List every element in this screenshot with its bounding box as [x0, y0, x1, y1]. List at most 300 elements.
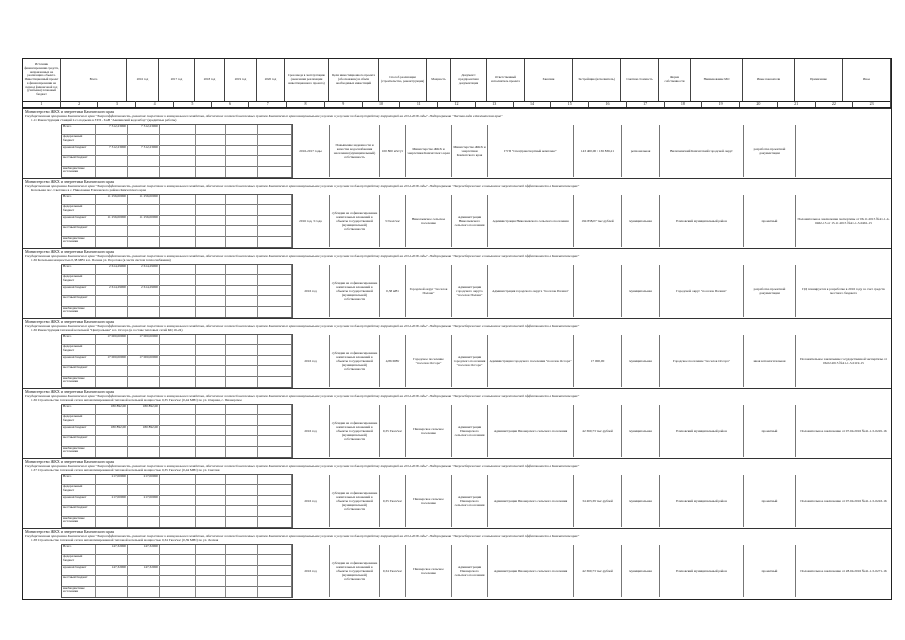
financing-row — [62, 307, 292, 317]
object-name: 1.36 Строительство тепловой сети в автоматизированной тепловой котельной мощностью 0,35 Гкал/час (0,44 МВт) по ул. Озерная, с. Пионерское — [31, 398, 242, 402]
financing-empty-cell — [226, 576, 258, 586]
financing-amount: 17 000,00000 — [128, 356, 160, 366]
financing-source-label: федеральный бюджет — [62, 275, 96, 285]
financing-row — [62, 146, 292, 156]
project-responsible: Администрация Пионерского сельского поселения — [451, 545, 487, 597]
financing-empty-cell — [258, 555, 292, 565]
financing-empty-cell — [196, 447, 226, 457]
financing-amount: 7 312,23000 — [128, 125, 160, 135]
financing-empty-cell — [196, 146, 226, 156]
project-goal: Повышение надежности и качества водоснабжения населения (муниципальный) собственность — [329, 125, 379, 177]
column-number: 8 — [287, 101, 325, 107]
project-customer: Администрация городского поселения "поселок Оссора" — [487, 335, 573, 387]
financing-source-label: внебюджетные источники — [62, 307, 96, 317]
financing-empty-cell — [226, 517, 258, 527]
financing-amount — [96, 307, 128, 317]
financing-amount — [96, 555, 128, 565]
header-cell: 2020 год — [257, 59, 285, 101]
financing-empty-cell — [196, 517, 226, 527]
program-name: Государственная программа Камчатского края "Энергоэффективность, развитие энергетики и коммунального хозяйства, обеспечение жителей населенных пунктов Камчатского края коммунальными услугами и услугами по благоустройству территорий на 2014-2018 годы". Подпрограмма "Энергосбережение и повышение энергетической эффективности в Камчатском крае" — [25, 394, 580, 398]
financing-empty-cell — [258, 265, 292, 275]
financing-grid — [61, 404, 293, 458]
financing-source-label: местный бюджет — [62, 366, 96, 376]
financing-amount: 11 256,00000 — [96, 216, 128, 226]
financing-source-label: внебюджетные источники — [62, 377, 96, 387]
section-title: Министерство ЖКХ и энергетики Камчатского края — [25, 459, 114, 464]
project-goal: субсидия на софинансирование капитальных вложений в объекты государственной (муниципальной) собственности — [329, 195, 379, 247]
financing-empty-cell — [226, 545, 258, 555]
financing-row — [62, 356, 292, 366]
financing-amount: 2 614,29000 — [128, 265, 160, 275]
project-note: ПД планируется к разработке в 2016 году за счет средств местного бюджета — [795, 265, 891, 317]
financing-empty-cell — [226, 265, 258, 275]
financing-source-label: федеральный бюджет — [62, 415, 96, 425]
financing-empty-cell — [160, 436, 196, 446]
financing-amount: 2 614,29000 — [96, 286, 128, 296]
municipality: Елизовский муниципальный район — [659, 195, 743, 247]
financing-amount — [96, 576, 128, 586]
financing-empty-cell — [258, 377, 292, 387]
financing-empty-cell — [226, 426, 258, 436]
financing-empty-cell — [160, 545, 196, 555]
other-indicators: проектный — [743, 405, 795, 457]
financing-amount — [96, 447, 128, 457]
municipality: Городской округ "поселок Палана" — [659, 265, 743, 317]
financing-amount — [128, 345, 160, 355]
financing-empty-cell — [160, 415, 196, 425]
financing-row — [62, 496, 292, 506]
financing-source-label: федеральный бюджет — [62, 345, 96, 355]
financing-source-label: Всего — [62, 405, 96, 415]
municipality: Елизовский муниципальный район — [659, 475, 743, 527]
column-number: 4 — [136, 101, 174, 107]
financing-amount: 17 000,00000 — [128, 335, 160, 345]
financing-amount — [128, 576, 160, 586]
financing-empty-cell — [226, 135, 258, 145]
financing-amount: 7 312,23000 — [128, 146, 160, 156]
project-ownership: муниципальная — [621, 335, 659, 387]
section-title: Министерство ЖКХ и энергетики Камчатского края — [25, 109, 114, 114]
municipality: Елизовский муниципальный район — [659, 545, 743, 597]
financing-empty-cell — [196, 307, 226, 317]
financing-empty-cell — [196, 485, 226, 495]
municipality: Городское поселение "поселок Оссора" — [659, 335, 743, 387]
financing-amount: 180 892,00 — [96, 405, 128, 415]
financing-amount — [96, 587, 128, 597]
financing-empty-cell — [258, 125, 292, 135]
financing-empty-cell — [258, 566, 292, 576]
project-goal: субсидия на софинансирование капитальных вложений в объекты государственной (муниципальной) собственности — [329, 545, 379, 597]
column-number: 2 — [61, 101, 99, 107]
financing-empty-cell — [160, 356, 196, 366]
financing-source-label: федеральный бюджет — [62, 485, 96, 495]
financing-row — [62, 265, 292, 275]
financing-empty-cell — [196, 366, 226, 376]
financing-empty-cell — [196, 555, 226, 565]
financing-empty-cell — [258, 335, 292, 345]
project-customer: Администрация Пионерского сельского поселения — [487, 475, 573, 527]
financing-empty-cell — [160, 506, 196, 516]
financing-empty-cell — [226, 296, 258, 306]
financing-empty-cell — [160, 156, 196, 166]
financing-empty-cell — [258, 426, 292, 436]
project-note — [795, 125, 891, 177]
financing-empty-cell — [160, 566, 196, 576]
financing-empty-cell — [226, 307, 258, 317]
financing-empty-cell — [196, 275, 226, 285]
project-capacity: 0,35 Гкал/час — [379, 405, 405, 457]
financing-amount: 217,00000 — [128, 475, 160, 485]
project-capacity: 0,38 мВт — [379, 265, 405, 317]
financing-amount: 17 000,00000 — [96, 356, 128, 366]
column-number: 17 — [627, 101, 665, 107]
financing-amount: 2 614,29000 — [128, 286, 160, 296]
financing-empty-cell — [196, 475, 226, 485]
financing-empty-cell — [226, 345, 258, 355]
project-customer: ГУП "Спецтранспортный комплекс" — [487, 125, 573, 177]
financing-grid — [61, 334, 293, 388]
project-cost: 17 000,00 — [573, 335, 621, 387]
header-cell: Всего — [61, 59, 127, 101]
financing-empty-cell — [226, 195, 258, 205]
financing-empty-cell — [258, 135, 292, 145]
project-term: 2016 год — [291, 335, 329, 387]
document-table — [22, 58, 892, 600]
header-cell: 2016 год — [127, 59, 159, 101]
financing-source-label: краевой бюджет — [62, 496, 96, 506]
financing-empty-cell — [258, 345, 292, 355]
column-number: 14 — [514, 101, 552, 107]
financing-source-label: Всего — [62, 475, 96, 485]
financing-empty-cell — [160, 576, 196, 586]
financing-amount — [128, 226, 160, 236]
financing-empty-cell — [258, 405, 292, 415]
project-term: 2016 год — [291, 265, 329, 317]
financing-row — [62, 545, 292, 555]
program-name: Государственная программа Камчатского края "Энергоэффективность, развитие энергетики и коммунального хозяйства, обеспечение жителей населенных пунктов Камчатского края коммунальными услугами и услугами по благоустройству территорий на 2014-2018 годы". Подпрограмма "Энергосбережение и повышение энергетической эффективности в Камчатском крае" — [25, 324, 580, 328]
financing-empty-cell — [196, 506, 226, 516]
financing-empty-cell — [258, 496, 292, 506]
program-name: Государственная программа Камчатского края "Энергоэффективность, развитие энергетики и коммунального хозяйства, обеспечение жителей населенных пунктов Камчатского края коммунальными услугами и услугами по благоустройству территорий на 2014-2018 годы". Подпрограмма "Чистая вода в Камчатском крае" — [25, 114, 503, 118]
project-capacity: 100 800 м3/сут — [379, 125, 405, 177]
financing-amount — [96, 167, 128, 177]
column-number: 15 — [551, 101, 589, 107]
financing-amount — [96, 485, 128, 495]
project-term: 2016 год — [291, 475, 329, 527]
financing-amount — [128, 167, 160, 177]
financing-empty-cell — [196, 377, 226, 387]
financing-empty-cell — [160, 475, 196, 485]
project-ownership: муниципальная — [621, 475, 659, 527]
financing-amount: 180 892,00 — [128, 405, 160, 415]
project-ownership: региональная — [621, 125, 659, 177]
financing-empty-cell — [226, 447, 258, 457]
financing-grid — [61, 264, 293, 318]
financing-empty-cell — [160, 405, 196, 415]
financing-empty-cell — [160, 296, 196, 306]
financing-source-label: Всего — [62, 335, 96, 345]
column-number: 7 — [249, 101, 287, 107]
financing-row — [62, 195, 292, 205]
financing-empty-cell — [258, 415, 292, 425]
financing-empty-cell — [196, 167, 226, 177]
investment-project-section — [23, 108, 891, 179]
financing-amount — [128, 237, 160, 247]
financing-empty-cell — [160, 265, 196, 275]
project-document: Пионерское сельское поселение — [405, 405, 451, 457]
financing-empty-cell — [258, 307, 292, 317]
header-cell: Сметная стоимость — [621, 59, 659, 101]
financing-row — [62, 286, 292, 296]
financing-amount — [128, 555, 160, 565]
financing-amount: 180 892,00 — [96, 426, 128, 436]
project-note: Положительное заключение экспертизы от 06.11.2015 №41-1-4-0462-15 от 15.11.2015 №41-1-3-0461-15 — [795, 195, 891, 247]
financing-amount — [128, 307, 160, 317]
object-name: 1.36 Реконструкция тепловой котельной "Центральная" в п. Оссора (в составе тепловых сетей КЦ 16-24) — [31, 328, 183, 332]
project-goal: субсидия на софинансирование капитальных вложений в объекты государственной (муниципальной) собственности — [329, 475, 379, 527]
financing-empty-cell — [226, 286, 258, 296]
project-cost — [573, 265, 621, 317]
financing-row — [62, 296, 292, 306]
financing-row — [62, 345, 292, 355]
financing-amount — [96, 135, 128, 145]
project-capacity: 0,34 Гкал/час — [379, 545, 405, 597]
financing-source-label: Всего — [62, 125, 96, 135]
financing-amount — [128, 135, 160, 145]
financing-row — [62, 275, 292, 285]
column-number: 22 — [816, 101, 854, 107]
financing-source-label: Всего — [62, 545, 96, 555]
financing-row — [62, 216, 292, 226]
column-number: 6 — [212, 101, 250, 107]
column-number: 18 — [665, 101, 703, 107]
financing-empty-cell — [258, 167, 292, 177]
financing-row — [62, 517, 292, 527]
header-cell: Застройщик (исполнитель) — [573, 59, 621, 101]
project-customer: Администрация Николаевского сельского поселения — [487, 195, 573, 247]
financing-source-label: Всего — [62, 265, 96, 275]
header-cell: Иные показатели — [743, 59, 795, 101]
financing-amount — [96, 517, 128, 527]
financing-amount: 147,32000 — [128, 545, 160, 555]
financing-empty-cell — [258, 156, 292, 166]
financing-empty-cell — [196, 587, 226, 597]
financing-empty-cell — [160, 125, 196, 135]
project-document: Пионерское сельское поселение — [405, 545, 451, 597]
financing-empty-cell — [226, 167, 258, 177]
header-cell: 2019 год — [225, 59, 257, 101]
project-document: Городское поселение "поселок Оссора" — [405, 335, 451, 387]
financing-source-label: местный бюджет — [62, 296, 96, 306]
header-cell: Источник финансирования средств, направленных на реализацию объекта. Инвестиционный проект в финансировании на период финансовой год (учитывая) плановый бюджет — [23, 59, 61, 101]
financing-empty-cell — [196, 566, 226, 576]
financing-empty-cell — [226, 475, 258, 485]
header-cell: Примечание — [795, 59, 843, 101]
financing-empty-cell — [196, 335, 226, 345]
header-cell: 2018 год — [195, 59, 225, 101]
project-ownership: муниципальная — [621, 405, 659, 457]
project-capacity: 4,86 МВт — [379, 335, 405, 387]
financing-empty-cell — [196, 286, 226, 296]
project-responsible: Администрация Николаевского сельского поселения — [451, 195, 487, 247]
project-customer: Администрация Пионерского сельского поселения — [487, 405, 573, 457]
financing-empty-cell — [258, 366, 292, 376]
project-cost: 194 838,07 тыс.рублей — [573, 195, 621, 247]
financing-amount: 217,00000 — [128, 496, 160, 506]
financing-empty-cell — [196, 125, 226, 135]
financing-empty-cell — [258, 237, 292, 247]
financing-amount — [128, 517, 160, 527]
financing-empty-cell — [196, 135, 226, 145]
project-responsible: Администрация Пионерского сельского поселения — [451, 475, 487, 527]
financing-amount: 217,00000 — [96, 475, 128, 485]
financing-source-label: внебюджетные источники — [62, 587, 96, 597]
financing-amount: 11 256,00000 — [96, 195, 128, 205]
project-cost: 42 360,73 тыс.рублей — [573, 405, 621, 457]
project-cost: 143 400,00 / 136 836,21 — [573, 125, 621, 177]
program-name: Государственная программа Камчатского края "Энергоэффективность, развитие энергетики и коммунального хозяйства, обеспечение жителей населенных пунктов Камчатского края коммунальными услугами и услугами по благоустройству территорий на 2014-2018 годы". Подпрограмма "Энергосбережение и повышение энергетической эффективности в Камчатском крае" — [25, 464, 580, 468]
column-number: 3 — [98, 101, 136, 107]
project-goal: субсидия на софинансирование капитальных вложений в объекты государственной (муниципальной) собственности — [329, 335, 379, 387]
financing-amount — [96, 345, 128, 355]
financing-row — [62, 475, 292, 485]
financing-empty-cell — [226, 205, 258, 215]
financing-empty-cell — [196, 545, 226, 555]
financing-empty-cell — [196, 265, 226, 275]
project-capacity: 3 Гкал/час — [379, 195, 405, 247]
financing-empty-cell — [226, 587, 258, 597]
financing-empty-cell — [226, 366, 258, 376]
project-term: 2016 год — [291, 545, 329, 597]
financing-empty-cell — [196, 156, 226, 166]
financing-amount — [96, 436, 128, 446]
project-goal: субсидия на софинансирование капитальных вложений в объекты государственной (муниципальной) собственности — [329, 405, 379, 457]
financing-empty-cell — [160, 307, 196, 317]
financing-empty-cell — [226, 566, 258, 576]
financing-source-label: местный бюджет — [62, 226, 96, 236]
investment-project-section — [23, 318, 891, 389]
header-cell: Иное — [843, 59, 891, 101]
financing-row — [62, 436, 292, 446]
financing-row — [62, 415, 292, 425]
financing-empty-cell — [160, 286, 196, 296]
financing-amount: 7 312,23000 — [96, 146, 128, 156]
financing-grid — [61, 544, 293, 598]
project-term: 2016 год — [291, 405, 329, 457]
project-document: Николаевское сельское поселение — [405, 195, 451, 247]
financing-row — [62, 566, 292, 576]
financing-row — [62, 587, 292, 597]
financing-source-label: краевой бюджет — [62, 356, 96, 366]
financing-empty-cell — [226, 555, 258, 565]
financing-amount: 147,32000 — [96, 566, 128, 576]
financing-source-label: местный бюджет — [62, 156, 96, 166]
other-indicators: разработка проектной документации — [743, 125, 795, 177]
financing-empty-cell — [258, 275, 292, 285]
column-number: 9 — [325, 101, 363, 107]
financing-source-label: местный бюджет — [62, 576, 96, 586]
financing-amount — [96, 156, 128, 166]
financing-empty-cell — [160, 167, 196, 177]
project-cost: 34 403,39 тыс.рублей — [573, 475, 621, 527]
financing-empty-cell — [160, 366, 196, 376]
financing-amount — [128, 156, 160, 166]
project-ownership: муниципальная — [621, 545, 659, 597]
program-name: Государственная программа Камчатского края "Энергоэффективность, развитие энергетики и коммунального хозяйства, обеспечение жителей населенных пунктов Камчатского края коммунальными услугами и услугами по благоустройству территорий на 2014-2018 годы". Подпрограмма "Энергосбережение и повышение энергетической эффективности в Камчатском крае" — [25, 184, 580, 188]
header-cell: 2017 год — [159, 59, 195, 101]
financing-amount: 11 256,00000 — [128, 195, 160, 205]
financing-empty-cell — [160, 485, 196, 495]
financing-empty-cell — [196, 216, 226, 226]
financing-empty-cell — [160, 447, 196, 457]
financing-empty-cell — [160, 335, 196, 345]
financing-row — [62, 366, 292, 376]
financing-empty-cell — [160, 205, 196, 215]
financing-empty-cell — [226, 156, 258, 166]
financing-empty-cell — [226, 275, 258, 285]
financing-source-label: внебюджетные источники — [62, 167, 96, 177]
financing-empty-cell — [196, 426, 226, 436]
column-number: 16 — [589, 101, 627, 107]
financing-empty-cell — [226, 237, 258, 247]
project-goal: субсидия на софинансирование капитальных вложений в объекты государственной (муниципальной) собственности — [329, 265, 379, 317]
financing-empty-cell — [226, 356, 258, 366]
investment-project-section — [23, 458, 891, 529]
financing-empty-cell — [160, 216, 196, 226]
header-cell: Наименование МО — [691, 59, 743, 101]
financing-amount — [128, 485, 160, 495]
project-cost: 42 360,73 тыс.рублей — [573, 545, 621, 597]
financing-empty-cell — [160, 345, 196, 355]
project-capacity: 0,35 Гкал/час — [379, 475, 405, 527]
column-number: 12 — [438, 101, 476, 107]
program-name: Государственная программа Камчатского края "Энергоэффективность, развитие энергетики и коммунального хозяйства, обеспечение жителей населенных пунктов Камчатского края коммунальными услугами и услугами по благоустройству территорий на 2014-2018 годы". Подпрограмма "Энергосбережение и повышение энергетической эффективности в Камчатском крае" — [25, 254, 580, 258]
financing-empty-cell — [258, 475, 292, 485]
financing-empty-cell — [160, 555, 196, 565]
object-name: Котельная пос. Светлана в с. Николаевка Елизовского района Камчатского края — [31, 188, 146, 192]
financing-amount — [96, 415, 128, 425]
financing-empty-cell — [160, 587, 196, 597]
project-document: Министерство ЖКХ и энергетики Камчатского края — [405, 125, 451, 177]
project-ownership: муниципальная — [621, 265, 659, 317]
financing-row — [62, 135, 292, 145]
financing-empty-cell — [258, 506, 292, 516]
financing-empty-cell — [258, 286, 292, 296]
project-ownership: муниципальная — [621, 195, 659, 247]
financing-amount: 17 000,00000 — [96, 335, 128, 345]
object-name: 1.37 Строительство тепловой сети в автоматизированной тепловой котельной мощностью 0,35 Гкал/час (0,44 МВт) по ул. Светлая — [31, 468, 220, 472]
financing-empty-cell — [160, 496, 196, 506]
financing-empty-cell — [258, 296, 292, 306]
financing-empty-cell — [226, 226, 258, 236]
other-indicators: иная вспомогательная — [743, 335, 795, 387]
financing-amount — [96, 226, 128, 236]
financing-empty-cell — [226, 405, 258, 415]
financing-row — [62, 226, 292, 236]
financing-amount — [128, 447, 160, 457]
project-customer: Администрация городского округа "поселок Палана" — [487, 265, 573, 317]
financing-amount — [128, 377, 160, 387]
column-number: 5 — [174, 101, 212, 107]
financing-amount: 147,32000 — [96, 545, 128, 555]
financing-amount: 2 614,29000 — [96, 265, 128, 275]
project-note: Положительное заключение от 07.04.2016 №41-1-5-0245-16 — [795, 405, 891, 457]
section-title: Министерство ЖКХ и энергетики Камчатского края — [25, 179, 114, 184]
financing-row — [62, 237, 292, 247]
header-cell: Документ: предпроектная документация — [451, 59, 487, 101]
project-term: 2016 год, 3 года — [291, 195, 329, 247]
financing-empty-cell — [258, 195, 292, 205]
